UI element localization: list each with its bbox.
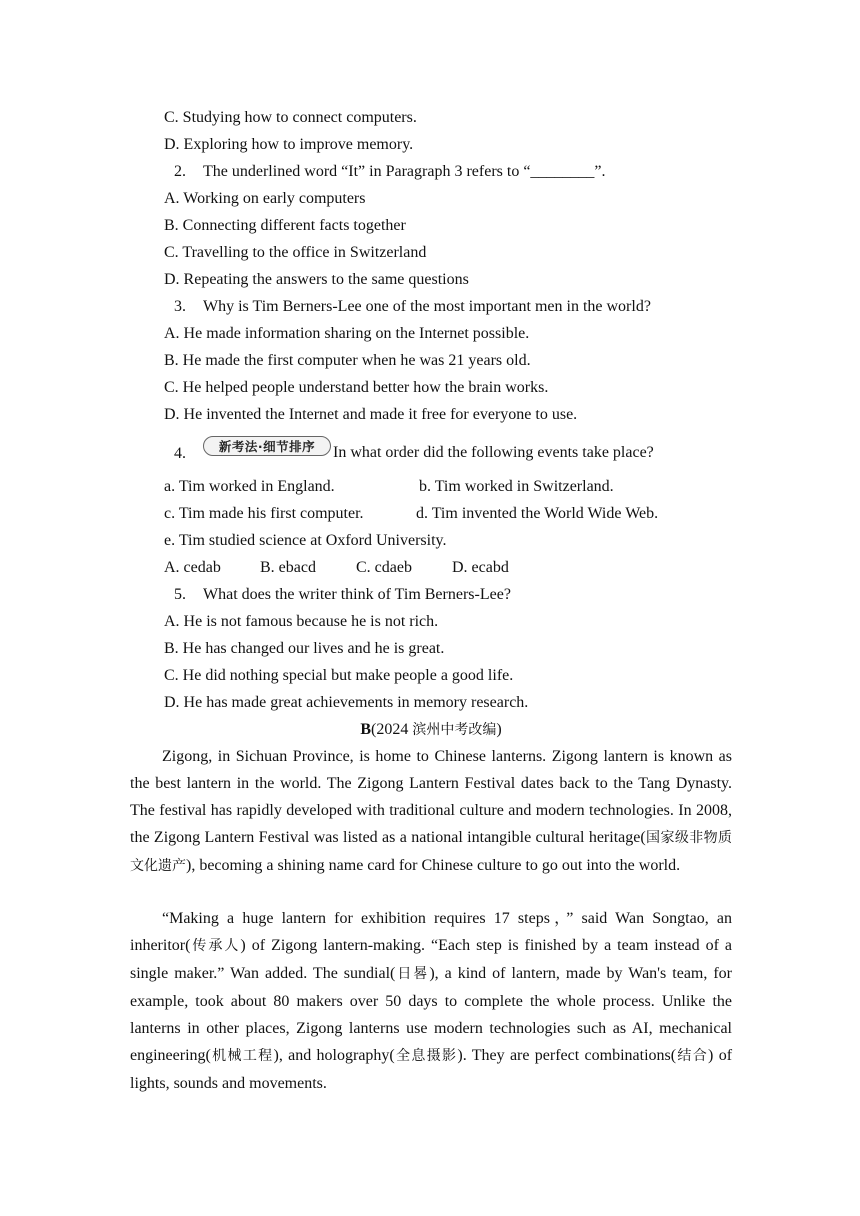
q5-option-b: B. He has changed our lives and he is great. (164, 640, 445, 657)
q1-option-d: D. Exploring how to improve memory. (164, 136, 414, 153)
q5-option-a: A. He is not famous because he is not rich. (164, 613, 439, 630)
p2-text-6: ) of lights, sounds and movements. (130, 1047, 733, 1092)
new-question-type-badge: 新考法·细节排序 (203, 436, 331, 456)
p1-text-1: Zigong, in Sichuan Province, is home to Chinese lanterns. Zigong lantern is known as the best lantern in the world. The Zigong Lantern Festival dates back to the Tang Dynasty. The festival has rapidly developed with traditional culture and modern technologies. In 2008, the Zigong Lantern Festival was listed as a national intangible cultural heritage( (130, 748, 732, 846)
q2-option-d: D. Repeating the answers to the same questions (164, 271, 469, 288)
q4-option-b: B. ebacd (260, 559, 316, 576)
section-letter: B (360, 721, 371, 738)
q5-stem: What does the writer think of Tim Berners-Lee? (203, 586, 511, 603)
q4-event-a: a. Tim worked in England. (164, 478, 335, 495)
paragraph-2 (130, 905, 732, 1097)
q2-option-c: C. Travelling to the office in Switzerland (164, 244, 427, 261)
source-label: 滨州中考改编 (412, 722, 497, 738)
p1-gloss: 国家级非物质文化遗产 (130, 830, 732, 874)
q4-event-d: d. Tim invented the World Wide Web. (416, 505, 659, 522)
q1-option-c: C. Studying how to connect computers. (164, 109, 417, 126)
q3-option-d: D. He invented the Internet and made it free for everyone to use. (164, 406, 578, 423)
q5-option-c: C. He did nothing special but make people a good life. (164, 667, 514, 684)
paragraph-1 (130, 743, 732, 880)
q3-stem: Why is Tim Berners-Lee one of the most important men in the world? (203, 298, 651, 315)
q4-event-b: b. Tim worked in Switzerland. (419, 478, 614, 495)
p2-text-1: “Making a huge lantern for exhibition requires 17 steps，” said Wan Songtao, an inheritor( (130, 910, 732, 954)
q4-option-d: D. ecabd (452, 559, 509, 576)
q3-option-a: A. He made information sharing on the Internet possible. (164, 325, 530, 342)
q2-option-b: B. Connecting different facts together (164, 217, 406, 234)
p2-text-4: ), and holography( (273, 1047, 395, 1064)
p2-gloss-3: 机械工程 (210, 1048, 274, 1064)
p2-gloss-5: 结合 (676, 1048, 709, 1064)
q3-option-c: C. He helped people understand better how the brain works. (164, 379, 549, 396)
q2-number: 2. (174, 163, 186, 180)
q4-option-c: C. cdaeb (356, 559, 412, 576)
q5-option-d: D. He has made great achievements in memory research. (164, 694, 529, 711)
p2-text-2: ) of Zigong lantern-making. “Each step is finished by a team instead of a single maker.” Wan added. The sundial( (130, 937, 733, 982)
source-close: ) (496, 721, 502, 738)
q3-option-b: B. He made the first computer when he was 21 years old. (164, 352, 531, 369)
q4-stem: In what order did the following events take place? (333, 444, 654, 461)
q4-event-e: e. Tim studied science at Oxford University. (164, 532, 447, 549)
p2-gloss-2: 日晷 (395, 966, 430, 982)
q4-event-c: c. Tim made his first computer. (164, 505, 364, 522)
q4-number: 4. (174, 445, 186, 462)
q2-option-a: A. Working on early computers (164, 190, 366, 207)
p2-text-3: ), a kind of lantern, made by Wan's team, for example, took about 80 makers over 50 days to complete the whole process. Unlike the lanterns in other places, Zigong lanterns use modern technologies such as AI, mechanical engineering( (130, 965, 733, 1064)
p2-gloss-1: 传承人 (190, 938, 241, 954)
p1-text-2: ), becoming a shining name card for Chinese culture to go out into the world. (186, 857, 681, 874)
q3-number: 3. (174, 298, 186, 315)
p2-gloss-4: 全息摄影 (394, 1048, 458, 1064)
section-b-heading (130, 720, 732, 740)
source-open: (2024 (371, 721, 413, 738)
q4-option-a: A. cedab (164, 559, 221, 576)
p2-text-5: ). They are perfect combinations( (457, 1047, 677, 1064)
q5-number: 5. (174, 586, 186, 603)
q2-stem: The underlined word “It” in Paragraph 3 refers to “________”. (203, 163, 606, 180)
